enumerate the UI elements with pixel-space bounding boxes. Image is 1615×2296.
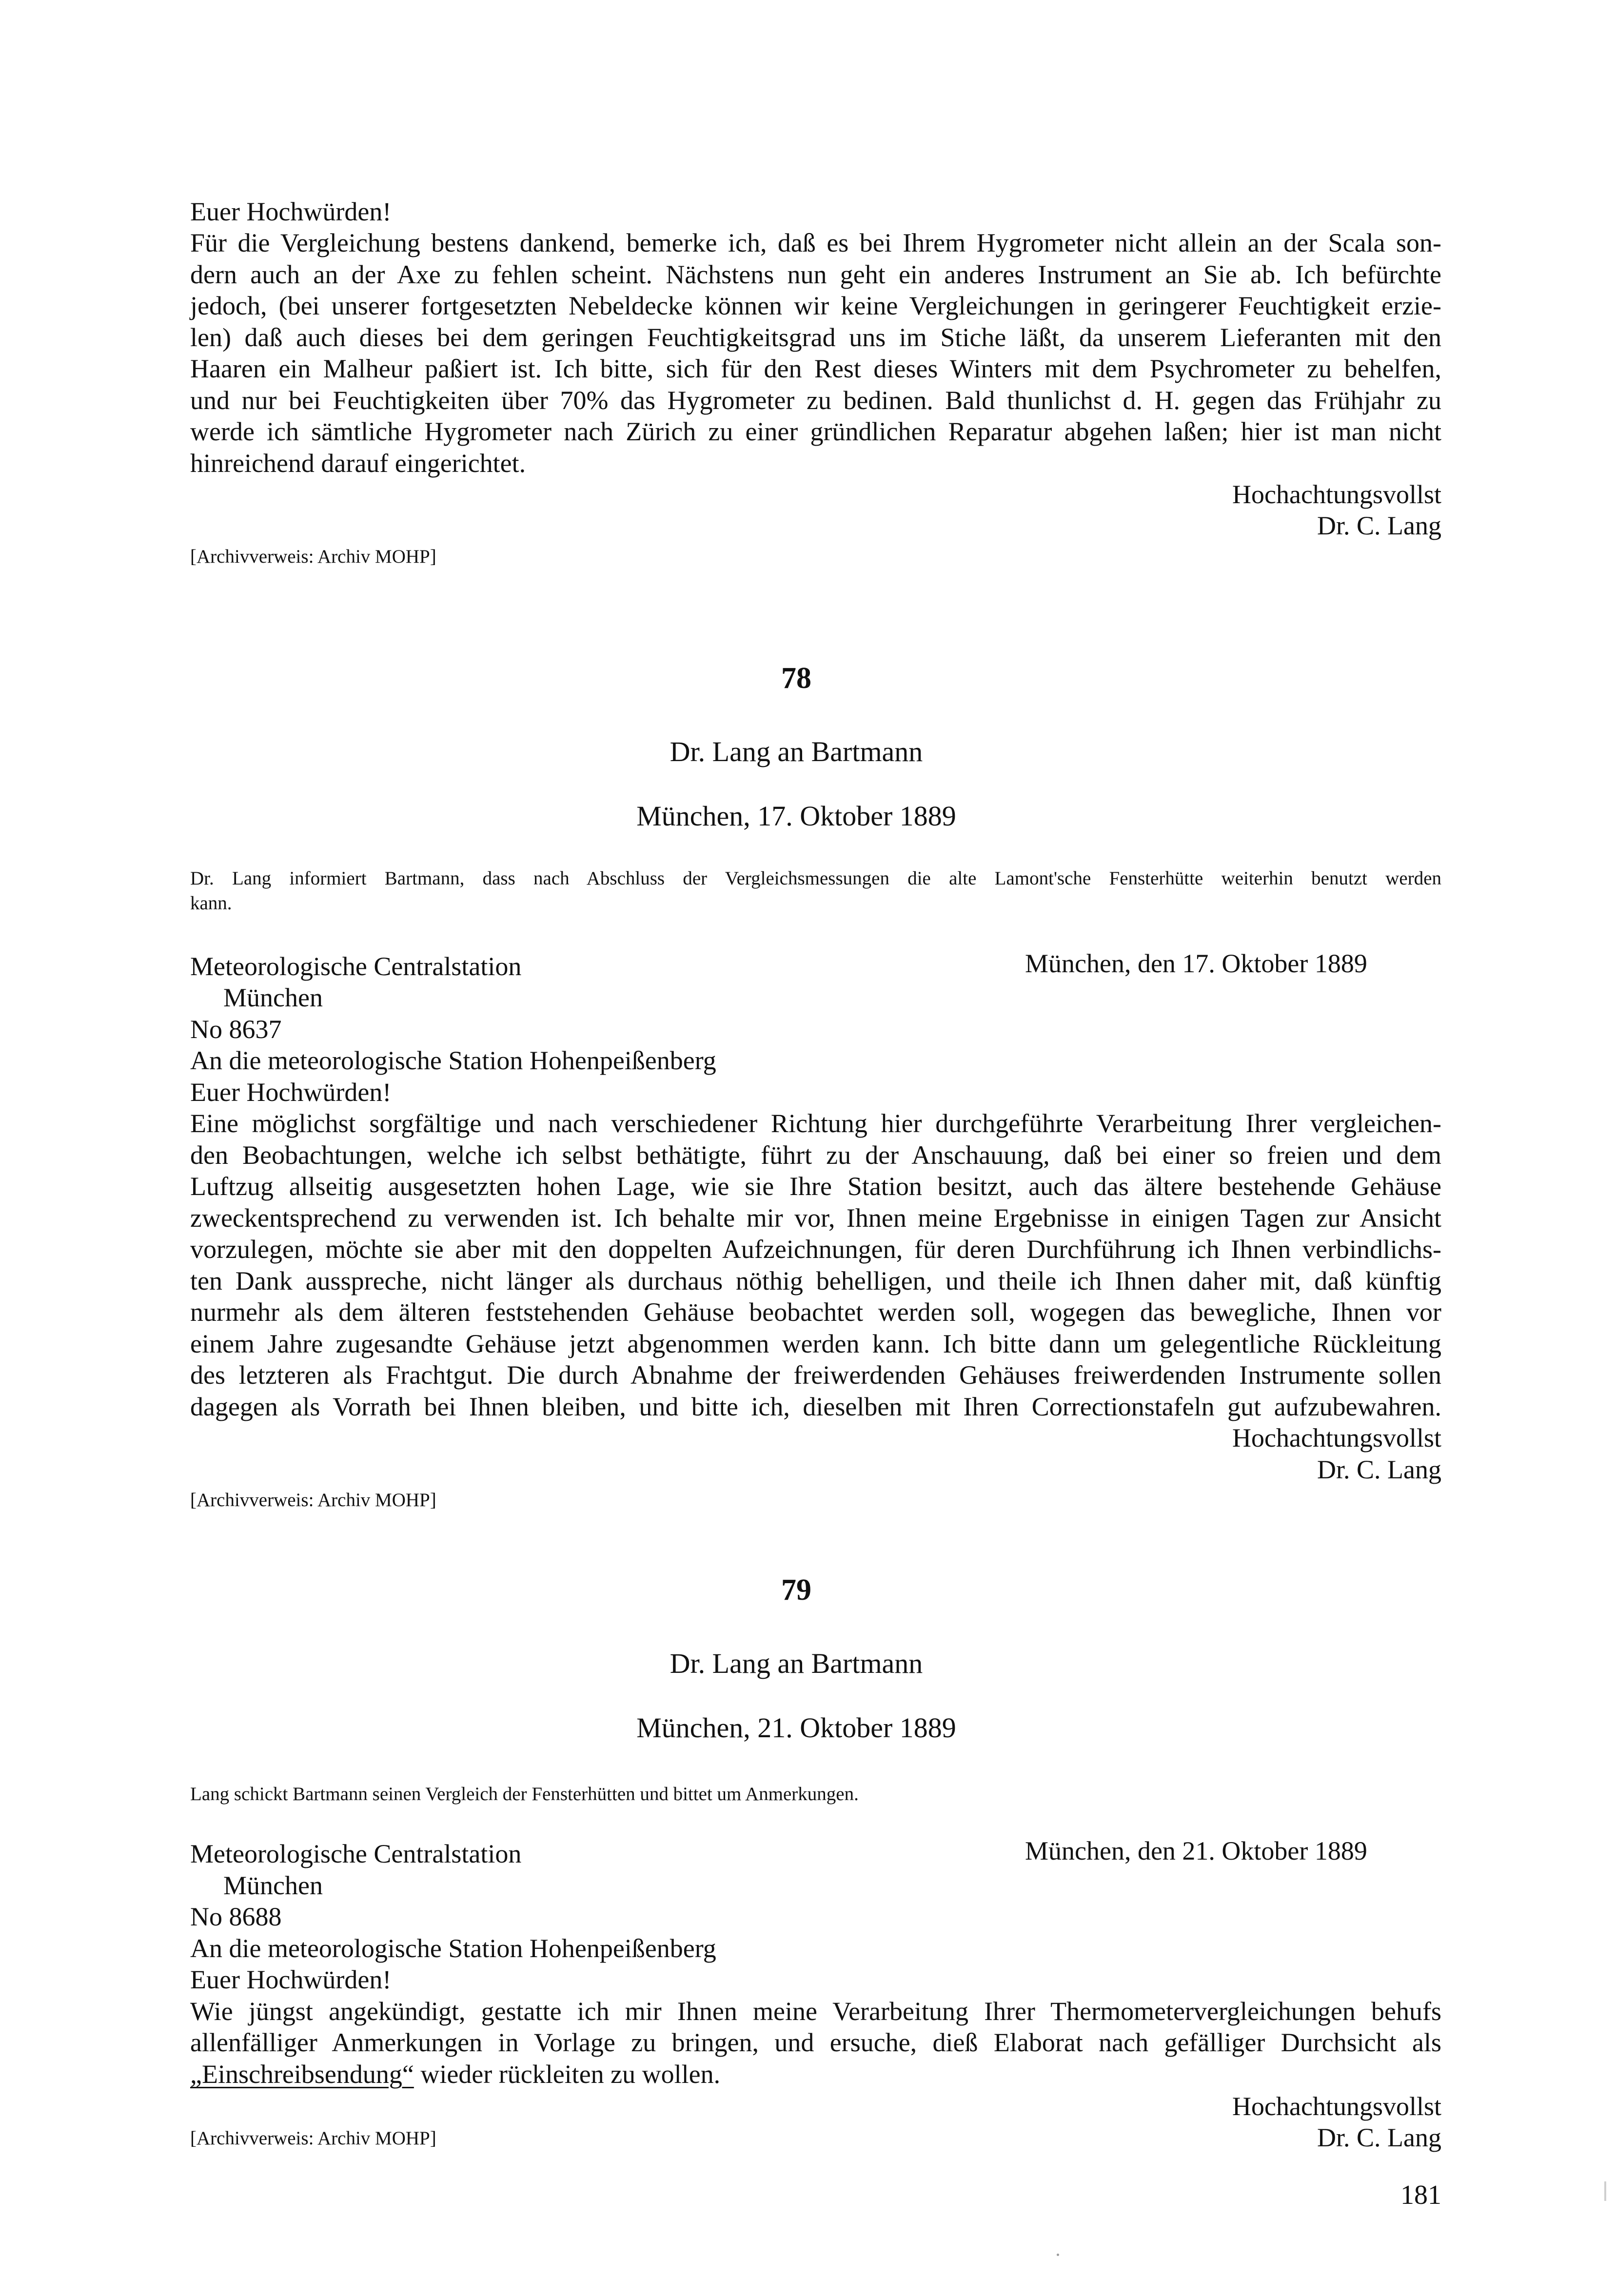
- letter77-signature: Dr. C. Lang: [1317, 511, 1441, 540]
- letter78-body-line: Eine möglichst sorgfältige und nach verschiedener Richtung hier durchgeführte Verarbeitung Ihrer vergleichen-: [190, 1109, 1441, 1138]
- letter78-archive-ref: [Archivverweis: Archiv MOHP]: [190, 1490, 436, 1511]
- letter79-sender-city: München: [223, 1871, 323, 1900]
- letter77-body-line: und nur bei Feuchtigkeiten über 70% das Hygrometer zu bedinen. Bald thunlichst d. H. gegen das Frühjahr zu: [190, 386, 1441, 415]
- letter78-body-line: des letzteren als Frachtgut. Die durch Abnahme der freiwerdenden Gehäuses freiwerdenden Instrumente sollen: [190, 1360, 1441, 1390]
- letter78-body-line: nurmehr als dem älteren feststehenden Gehäuse beobachtet werden soll, wogegen das bewegliche, Ihnen vor: [190, 1297, 1441, 1327]
- letter79-body-line: Wie jüngst angekündigt, gestatte ich mir Ihnen meine Verarbeitung Ihrer Thermometervergleichungen behufs: [190, 1997, 1441, 2026]
- letter77-body-line: Haaren ein Malheur paßiert ist. Ich bitte, sich für den Rest dieses Winters mit dem Psychrometer zu behelfen,: [190, 354, 1441, 383]
- letter78-sender: Meteorologische Centralstation: [190, 952, 522, 981]
- scan-speck: [1057, 2254, 1059, 2256]
- letter78-body-line: zweckentsprechend zu verwenden ist. Ich behalte mir vor, Ihnen meine Ergebnisse in einigen Tagen zur Ansicht: [190, 1203, 1441, 1233]
- letter79-place-date: München, 21. Oktober 1889: [636, 1712, 956, 1744]
- letter78-doc-number: No 8637: [190, 1015, 282, 1044]
- letter77-body-line: jedoch, (bei unserer fortgesetzten Nebeldecke können wir keine Vergleichungen in geringerer Feuchtigkeit erzie-: [190, 291, 1441, 320]
- letter78-abstract-line: Dr. Lang informiert Bartmann, dass nach Abschluss der Vergleichsmessungen die alte Lamont'sche Fensterhütte weiterhin benutzt werden: [190, 868, 1441, 889]
- letter79-salutation: Euer Hochwürden!: [190, 1965, 392, 1994]
- letter77-archive-ref: [Archivverweis: Archiv MOHP]: [190, 546, 436, 567]
- letter78-signature: Dr. C. Lang: [1317, 1455, 1441, 1484]
- letter78-recipient: An die meteorologische Station Hohenpeißenberg: [190, 1046, 716, 1075]
- page-number: 181: [1400, 2180, 1441, 2210]
- letter78-title: Dr. Lang an Bartmann: [670, 736, 923, 767]
- letter79-doc-number: No 8688: [190, 1902, 282, 1931]
- letter79-archive-ref: [Archivverweis: Archiv MOHP]: [190, 2128, 436, 2149]
- letter78-abstract-line: kann.: [190, 893, 232, 914]
- letter78-closing: Hochachtungsvollst: [1232, 1423, 1441, 1452]
- letter77-body-line: Für die Vergleichung bestens dankend, bemerke ich, daß es bei Ihrem Hygrometer nicht allein an der Scala son-: [190, 228, 1441, 257]
- registered-mail-term: „Einschreibsendung“: [190, 2060, 414, 2089]
- letter79-body-last-line: [190, 2059, 720, 2090]
- letter79-abstract: Lang schickt Bartmann seinen Vergleich der Fensterhütten und bittet um Anmerkungen.: [190, 1784, 859, 1805]
- letter78-body-line: ten Dank ausspreche, nicht länger als durchaus nöthig behelligen, und theile ich Ihnen daher mit, daß künftig: [190, 1266, 1441, 1295]
- letter79-number: 79: [781, 1573, 811, 1607]
- letter77-body-line: werde ich sämtliche Hygrometer nach Zürich zu einer gründlichen Reparatur abgehen laßen; hier ist man nicht: [190, 417, 1441, 446]
- letter77-body-line: len) daß auch dieses bei dem geringen Feuchtigkeitsgrad uns im Stiche läßt, da unserem Lieferanten mit den: [190, 323, 1441, 352]
- letter79-closing: Hochachtungsvollst: [1232, 2092, 1441, 2121]
- letter78-body-line: dagegen als Vorrath bei Ihnen bleiben, und bitte ich, dieselben mit Ihren Correctionstafeln gut aufzubewahren.: [190, 1392, 1441, 1421]
- letter79-recipient: An die meteorologische Station Hohenpeißenberg: [190, 1934, 716, 1963]
- letter79-signature: Dr. C. Lang: [1317, 2123, 1441, 2152]
- letter78-body-line: einem Jahre zugesandte Gehäuse jetzt abgenommen werden kann. Ich bitte dann um gelegentliche Rückleitung: [190, 1329, 1441, 1358]
- letter79-body-line: allenfälliger Anmerkungen in Vorlage zu bringen, und ersuche, dieß Elaborat nach gefälliger Durchsicht als: [190, 2028, 1441, 2057]
- letter78-salutation: Euer Hochwürden!: [190, 1078, 392, 1107]
- letter77-salutation: Euer Hochwürden!: [190, 197, 392, 226]
- letter79-header-date: München, den 21. Oktober 1889: [1025, 1836, 1367, 1865]
- letter78-sender-city: München: [223, 983, 323, 1012]
- letter77-body-line: dern auch an der Axe zu fehlen scheint. Nächstens nun geht ein anderes Instrument an Sie ab. Ich befürchte: [190, 260, 1441, 289]
- letter77-closing: Hochachtungsvollst: [1232, 480, 1441, 509]
- letter78-body-line: Luftzug allseitig ausgesetzten hohen Lage, wie sie Ihre Station besitzt, auch das ältere bestehende Gehäuse: [190, 1172, 1441, 1201]
- letter79-sender: Meteorologische Centralstation: [190, 1839, 522, 1868]
- letter78-body-line: vorzulegen, möchte sie aber mit den doppelten Aufzeichnungen, für deren Durchführung ich Ihnen verbindlichs-: [190, 1235, 1441, 1264]
- letter79-title: Dr. Lang an Bartmann: [670, 1648, 923, 1679]
- letter78-place-date: München, 17. Oktober 1889: [636, 800, 956, 832]
- scan-edge-mark: [1604, 2181, 1606, 2201]
- letter79-body-line-end: wieder rückleiten zu wollen.: [414, 2060, 721, 2089]
- letter78-header-date: München, den 17. Oktober 1889: [1025, 949, 1367, 978]
- letter78-number: 78: [781, 662, 811, 695]
- letter78-body-line: den Beobachtungen, welche ich selbst bethätigte, führt zu der Anschauung, daß bei einer so freien und dem: [190, 1140, 1441, 1170]
- letter77-body-line: hinreichend darauf eingerichtet.: [190, 449, 526, 478]
